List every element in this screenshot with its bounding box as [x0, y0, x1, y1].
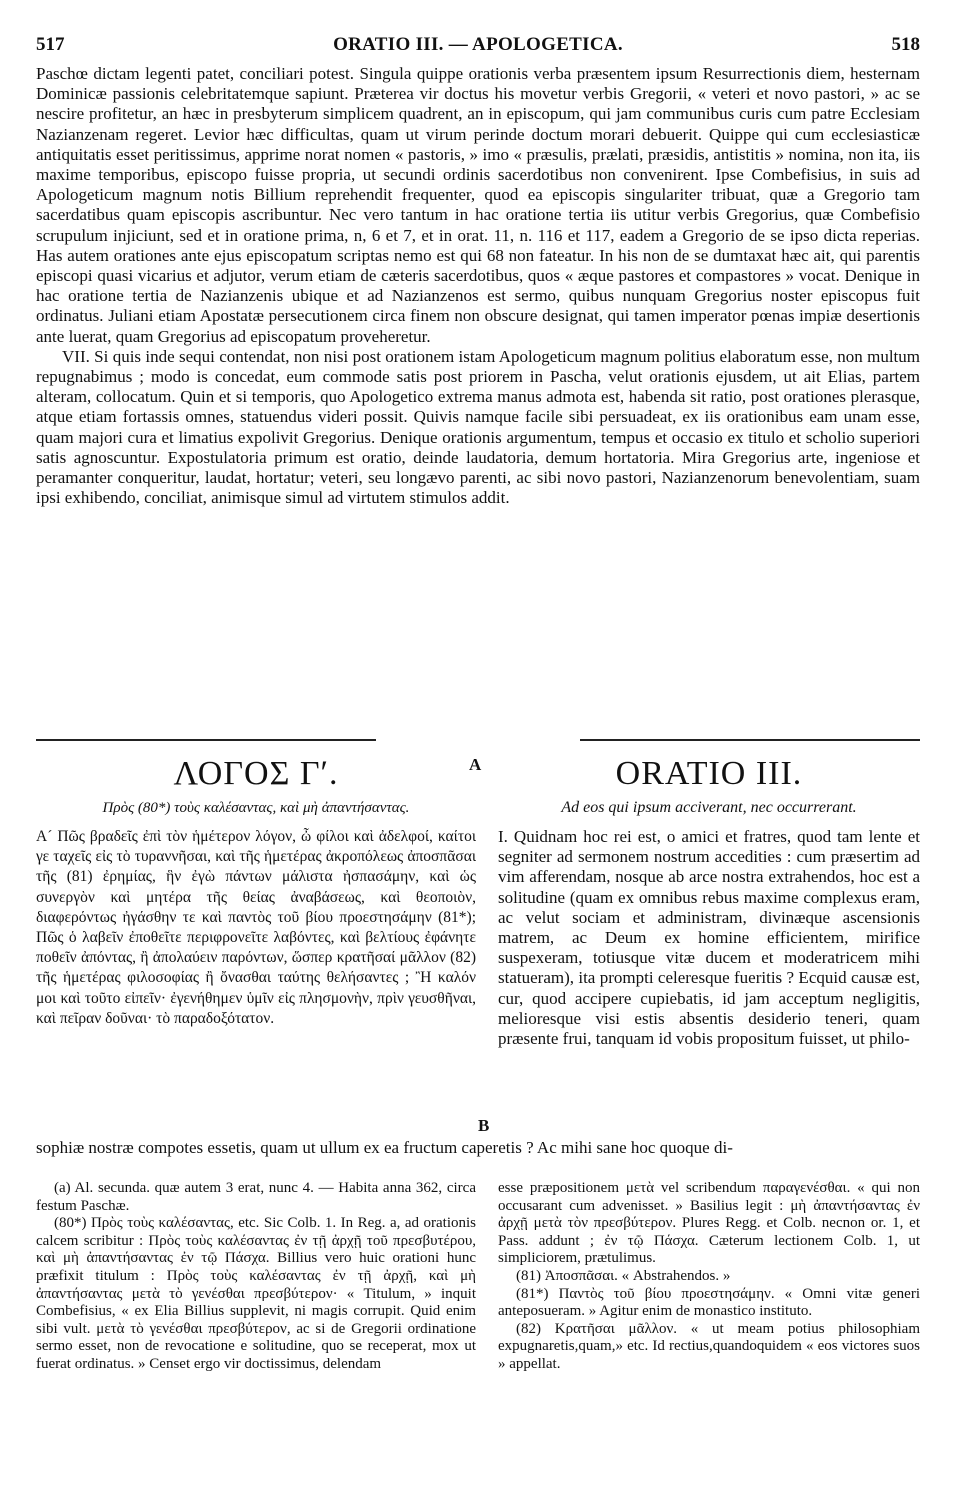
divider-gap [376, 739, 580, 741]
footnotes-left [36, 1180, 476, 1374]
margin-marker-a: A [469, 755, 482, 774]
greek-title: ΛΟΓΟΣ Γʹ. [173, 755, 339, 792]
footnote: esse præpositionem μετὰ vel scribendum παραγενέσθαι. « qui non occusarant cum advenisset. » Basilius legit : μὴ ἀπαντήσαντας ἐν ἀρχῇ μετὰ τὸν πρεσβύτερον. Plures Regg. et Colb. necnon or. 1, et Pass. addunt ; ἐν τῷ Πάσχα. Cæterum lectionem Colb. 1, ut simpliciorem, prætulimus. [498, 1180, 920, 1267]
running-header [36, 34, 920, 58]
footnote: (82) Κρατῆσαι μᾶλλον. « ut meam potius philosophiam expugnaretis,quam,» etc. Id rectius,quandoquidem « eos victores suos » appellat. [498, 1320, 920, 1372]
footnote: (81*) Παντὸς τοῦ βίου προεστησάμην. « Omni vitæ generi anteposueram. » Agitur enim de monastico instituto. [498, 1285, 920, 1320]
latin-column [498, 755, 920, 1049]
greek-text: Α´ Πῶς βραδεῖς ἐπὶ τὸν ἡμέτερον λόγον, ὦ φίλοι καὶ ἀδελφοί, καίτοι γε ταχεῖς εἰς τὸ τυραννῆσαι, καὶ τῆς ἡμετέρας ἀκροπόλεως ἀποσπᾶσαι τῆς (81) ἐρημίας, ἣν ἐγὼ πάντων μάλιστα ἠσπασάμην, καὶ ὡς συνεργὸν καὶ μητέρα τῆς θείας ἀναβάσεως, καὶ θεοποιὸν, διαφερόντως ἠγάσθην τε καὶ παντὸς τοῦ βίου προεστησάμην (81*); Πῶς ὁ λαβεῖν ἐποθεῖτε περιφρονεῖτε λαβόντες, καὶ βελτίους ἐφάνητε ποθεῖν ἀπόντας, ἢ ἀπολαύειν παρόντων, ὥσπερ κρατῆσαί μᾶλλον (82) τῆς ἡμετέρας φιλοσοφίας ἢ ὄνασθαι ταύτης θελήσαντες ; Ἢ καλόν μοι καὶ τοῦτο εἰπεῖν· ἐγενήθημεν ὑμῖν εἰς πλησμονὴν, πρὶν γευσθῆναι, καὶ πεῖραν δοῦναι· τὸ παραδοξότατον. [36, 828, 476, 1027]
margin-marker-b: B [478, 1116, 490, 1135]
latin-subtitle: Ad eos qui ipsum acciverant, nec occurrerant. [561, 799, 857, 816]
continuation-line: sophiæ nostræ compotes essetis, quam ut ullum ex ea fructum caperetis ? Ac mihi sane hoc quoque di- [36, 1138, 733, 1157]
intro-paragraph: VII. Si quis inde sequi contendat, non nisi post orationem istam Apologeticum magnum politius elaboratum esse, non multum repugnabimus ; modo is concedat, eum commode satis post priorem in Pascha, velut orationis ejusdem, ut ait Elias, partem alteram, collocatum. Quin et si temporis, quo Apologetico extrema manus admota est, habenda sit ratio, post orationes plerasque, atque etiam fortassis omnes, statuendus videri possit. Quivis namque facile sibi persuadeat, ex iis orationibus eam unam esse, quam majori cura et limatius expolivit Gregorius. Denique orationis argumentum, tempus et occasio ex titulo et scholio superiori satis agnoscuntur. Expostulatoria primum est oratio, deinde laudatoria, demum hortatoria. Mira Gregorius arte, ingeniose et peramanter conqueritur, laudat, hortatur; veteri, seu longævo parenti, ac sibi novo pastori, Nazianzenorum benevolentiam, suam ipsi exhibendo, conciliat, animisque simul ad virtutem stimulos addit. [36, 346, 920, 508]
footnote: (80*) Πρὸς τοὺς καλέσαντας, etc. Sic Colb. 1. In Reg. a, ad orationis calcem scribitur : Πρὸς τοὺς καλέσαντας ἐν τῇ ἀρχῇ τοῦ πρεσβυτέρου, καὶ μὴ ἀπαντήσαντας ἐν τῷ Πάσχα. Billius vero huic orationi hunc præfixit titulum : Πρὸς τοὺς καλέσαντας ἐν τῇ ἀρχῇ, καὶ μὴ ἀπαντήσαντας μετὰ τὸ γενέσθαι πρεσβύτερον· « Titulum, » inquit Combefisius, « ex Elia Billius supplevit, ni magis corrupit. Quid enim sibi vult. μετὰ τὸ γενέσθαι πρεσβύτερον, ac si de Gregorii ordinatione sermo esset, non de revocatione e solitudine, quo se receperat, mox ut fuerat ordinatus. » Censet ergo vir doctissimus, delendam [36, 1215, 476, 1372]
page-number-left: 517 [36, 34, 65, 55]
running-title: ORATIO III. — APOLOGETICA. [333, 34, 623, 55]
greek-subtitle: Πρὸς (80*) τοὺς καλέσαντας, καὶ μὴ ἀπαντήσαντας. [102, 800, 410, 816]
page-number-right: 518 [891, 34, 920, 55]
section-divider [36, 739, 920, 741]
greek-column [36, 755, 476, 1029]
footnotes-right [498, 1180, 920, 1374]
footnote: (a) Al. secunda. quæ autem 3 erat, nunc 4. — Habita anna 362, circa festum Paschæ. [36, 1180, 476, 1214]
intro-paragraph: Paschœ dictam legenti patet, conciliari potest. Singula quippe orationis verba præsentem ipsum Resurrectionis diem, hesternam Dominicæ passionis celebritatemque sapiunt. Præterea vir doctus his movetur verbis Gregorii, « veteri et novo pastori, » ac se nescire profitetur, an hæc in presbyterum simplicem quadrent, an in episcopum, qui jam communibus curis cum patre Ecclesiam Nazianzenam regeret. Levior hæc difficultas, quam ut virum perinde doctum morari debuerit. Quippe qui cum ecclesiasticæ antiquitatis esset peritissimus, apprime norat nomen « pastoris, » imo « præsulis, prælati, præsidis, antistitis » nomina, non ita, iis maxime temporibus, episcopo fuisse propria, ut secundi ordinis sacerdotibus non convenirent. Ipse Combefisius, in suis ad Apologeticum magnum notis Billium reprehendit frequenter, quod ea episcopis singulariter tribuat, quæ a Gregorio tam sacerdatibus quam episcopis ascribuntur. Nec vero tantum in hac oratione tertia iis utitur verbis Gregorius, quæ Combefisio scrupulum injiciunt, sed et in oratione prima, n, 6 et 7, et in orat. 11, n. 116 et 117, eadem a Gregorio de se ipso dicta reperias. Has autem orationes ante ejus episcopatum scriptas nemo est qui 68 non fateatur. In his non de se dumtaxat hæc ait, qui parentis episcopi quasi vicarius et adjutor, verum etiam de cæteris sacerdotibus, quos « æque pastores et compastores » vocat. Denique in hac oratione tertia de Nazianzenis ubique et ad Nazianzenos est sermo, quibus nunquam Gregorius noster episcopus fuit ordinatus. Juliani etiam Apostatæ persecutionem circa finem non obscure designat, qui tamen imperator pœnas impiæ desertionis ante luerat, quam Gregorius ad episcopatum proveheretur. [36, 64, 920, 346]
introduction-text [36, 64, 920, 508]
latin-text: I. Quidnam hoc rei est, o amici et fratres, quod tam lente et segniter ad sermonem nostrum accedities : cum præsertim ad vim afferendam, nosque ab arce nostra extrahendos, hoc est a solitudine (quam ex omnibus rebus maxime complexus eram, ac velut sociam et administram, divinæque ascensionis matrem, ac Deum ex homine efficientem, mirifice suspexeram, totiusque vitæ ducem et moderatricem mihi statueram), ita prompti celeresque fueritis ? Ecquid causæ est, cur, quod accipere cupiebatis, id jam acceptum negligitis, melioresque visi estis absentis desiderio teneri, quam præsente frui, tanquam id vobis propositum fuisset, ut philo- [498, 827, 920, 1049]
latin-title: ORATIO III. [615, 755, 803, 792]
footnote: (81) Ἀποσπᾶσαι. « Abstrahendos. » [516, 1267, 731, 1284]
